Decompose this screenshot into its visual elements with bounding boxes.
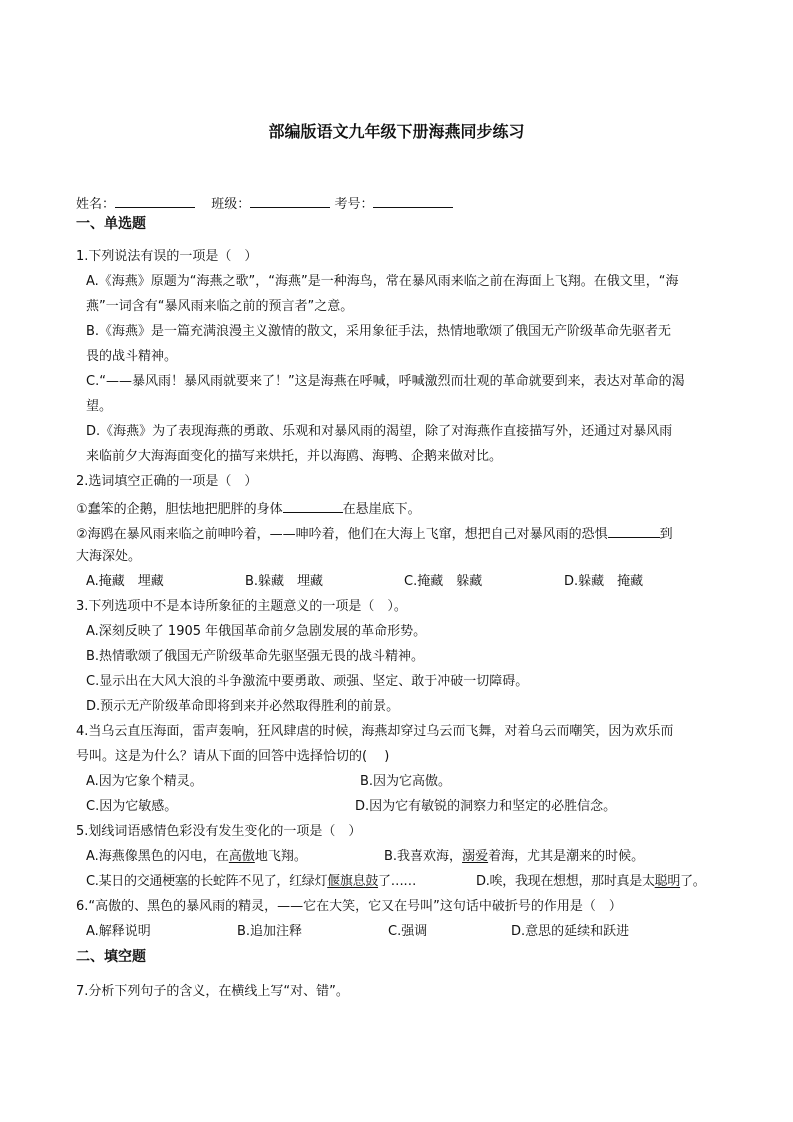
question-7-stem: 7.分析下列句子的含义，在横线上写“对、错”。: [76, 984, 349, 999]
option-c-text-end: 了……: [378, 874, 417, 889]
name-blank[interactable]: [115, 193, 195, 208]
question-4-option-c[interactable]: C.因为它敏感。: [86, 799, 178, 814]
section-heading-fill-in: 二、填空题: [76, 949, 146, 965]
sentence-2-text-end: 到: [659, 527, 673, 542]
option-d-text-end: 了。: [680, 874, 706, 889]
question-1-stem: 1.下列说法有误的一项是（ ）: [76, 249, 258, 264]
question-3-stem: 3.下列选项中不是本诗所象征的主题意义的一项是（ ）。: [76, 599, 407, 614]
fill-blank-2[interactable]: [608, 523, 660, 538]
question-4-stem: 4.当乌云直压海面，雷声轰响，狂风肆虐的时候，海燕却穿过乌云而飞舞，对着乌云而嘲笑，因为欢乐而: [76, 724, 674, 739]
question-4-stem-cont: 号叫。这是为什么？请从下面的回答中选择恰切的( ): [76, 749, 390, 764]
question-2-stem: 2.选词填空正确的一项是（ ）: [76, 474, 258, 489]
question-6-stem: 6.“高傲的、黑色的暴风雨的精灵，——它在大笑，它又在号叫”这句话中破折号的作用是（ ）: [76, 899, 622, 914]
sentence-1-text-end: 在悬崖底下。: [342, 502, 421, 517]
question-5-option-c[interactable]: [86, 873, 416, 891]
page-title: 部编版语文九年级下册海燕同步练习: [268, 122, 525, 141]
name-label: 姓名：: [76, 197, 116, 212]
question-1-option-a-cont: 燕”一词含有“暴风雨来临之前的预言者”之意。: [86, 299, 354, 314]
question-1-option-b[interactable]: B.《海燕》是一篇充满浪漫主义激情的散文，采用象征手法，热情地歌颂了俄国无产阶级革命先驱者无: [86, 324, 672, 339]
exam-blank[interactable]: [373, 193, 453, 208]
question-2-option-c[interactable]: C.掩藏 躲藏: [404, 574, 483, 589]
option-a-text: A.海燕像黑色的闪电，在: [86, 849, 229, 864]
sentence-2-text: ②海鸥在暴风雨来临之前呻吟着，——呻吟着，他们在大海上飞窜，想把自己对暴风雨的恐惧: [76, 527, 608, 542]
question-6-option-b[interactable]: B.追加注释: [237, 924, 303, 939]
class-blank[interactable]: [250, 193, 330, 208]
fill-blank-1[interactable]: [283, 498, 343, 513]
question-1-option-c-cont: 望。: [86, 399, 113, 414]
question-6-option-c[interactable]: C.强调: [388, 924, 428, 939]
question-5-option-d[interactable]: [476, 873, 705, 891]
question-5-stem: 5.划线词语感情色彩没有发生变化的一项是（ ）: [76, 824, 362, 839]
question-2-option-a[interactable]: A.掩藏 埋藏: [86, 574, 164, 589]
question-2-option-d[interactable]: D.躲藏 掩藏: [564, 574, 644, 589]
option-a-text-end: 地飞翔。: [254, 849, 307, 864]
question-3-option-a[interactable]: A.深刻反映了 1905 年俄国革命前夕急剧发展的革命形势。: [86, 624, 427, 639]
option-c-underlined-word: 偃旗息鼓: [327, 874, 379, 889]
option-d-text: D.唉，我现在想想，那时真是太: [476, 874, 655, 889]
section-heading-single-choice: 一、单选题: [76, 216, 146, 232]
question-5-option-a[interactable]: [86, 848, 307, 866]
question-4-option-d[interactable]: D.因为它有敏锐的洞察力和坚定的必胜信念。: [355, 799, 617, 814]
question-3-option-b[interactable]: B.热情歌颂了俄国无产阶级革命先驱坚强无畏的战斗精神。: [86, 649, 425, 664]
question-1-option-c[interactable]: C.“——暴风雨！暴风雨就要来了！”这是海燕在呼喊，呼喊激烈而壮观的革命就要到来，表达对革命的渴: [86, 374, 685, 389]
question-2-sentence-2-cont: 大海深处。: [76, 549, 142, 564]
option-d-underlined-word: 聪明: [654, 874, 681, 889]
option-c-text: C.某日的交通梗塞的长蛇阵不见了，红绿灯: [86, 874, 328, 889]
question-4-option-b[interactable]: B.因为它高傲。: [360, 774, 452, 789]
question-5-option-b[interactable]: [384, 848, 644, 866]
question-3-option-d[interactable]: D.预示无产阶级革命即将到来并必然取得胜利的前景。: [86, 699, 400, 714]
class-label: 班级：: [211, 197, 251, 212]
option-b-underlined-word: 溺爱: [462, 849, 489, 864]
question-6-option-a[interactable]: A.解释说明: [86, 924, 151, 939]
option-b-text-end: 着海，尤其是潮来的时候。: [488, 849, 645, 864]
question-1-option-b-cont: 畏的战斗精神。: [86, 349, 178, 364]
student-info-row: [76, 193, 453, 214]
question-1-option-d-cont: 来临前夕大海海面变化的描写来烘托，并以海鸥、海鸭、企鹅来做对比。: [86, 449, 503, 464]
question-1-option-d[interactable]: D.《海燕》为了表现海燕的勇敢、乐观和对暴风雨的渴望，除了对海燕作直接描写外，还通过对暴风雨: [86, 424, 673, 439]
option-b-text: B.我喜欢海，: [384, 849, 463, 864]
question-4-option-a[interactable]: A.因为它象个精灵。: [86, 774, 203, 789]
option-a-underlined-word: 高傲: [228, 849, 255, 864]
exam-label: 考号：: [334, 197, 374, 212]
sentence-1-text: ①蠢笨的企鹅，胆怯地把肥胖的身体: [76, 502, 283, 517]
question-2-sentence-1: [76, 498, 421, 519]
question-2-sentence-2: [76, 523, 673, 544]
question-1-option-a[interactable]: A.《海燕》原题为“海燕之歌”，“海燕”是一种海鸟，常在暴风雨来临之前在海面上飞翔。在俄文里，“海: [86, 274, 679, 289]
question-3-option-c[interactable]: C.显示出在大风大浪的斗争激流中要勇敢、顽强、坚定、敢于冲破一切障碍。: [86, 674, 529, 689]
question-6-option-d[interactable]: D.意思的延续和跃进: [511, 924, 630, 939]
question-2-option-b[interactable]: B.躲藏 埋藏: [245, 574, 324, 589]
